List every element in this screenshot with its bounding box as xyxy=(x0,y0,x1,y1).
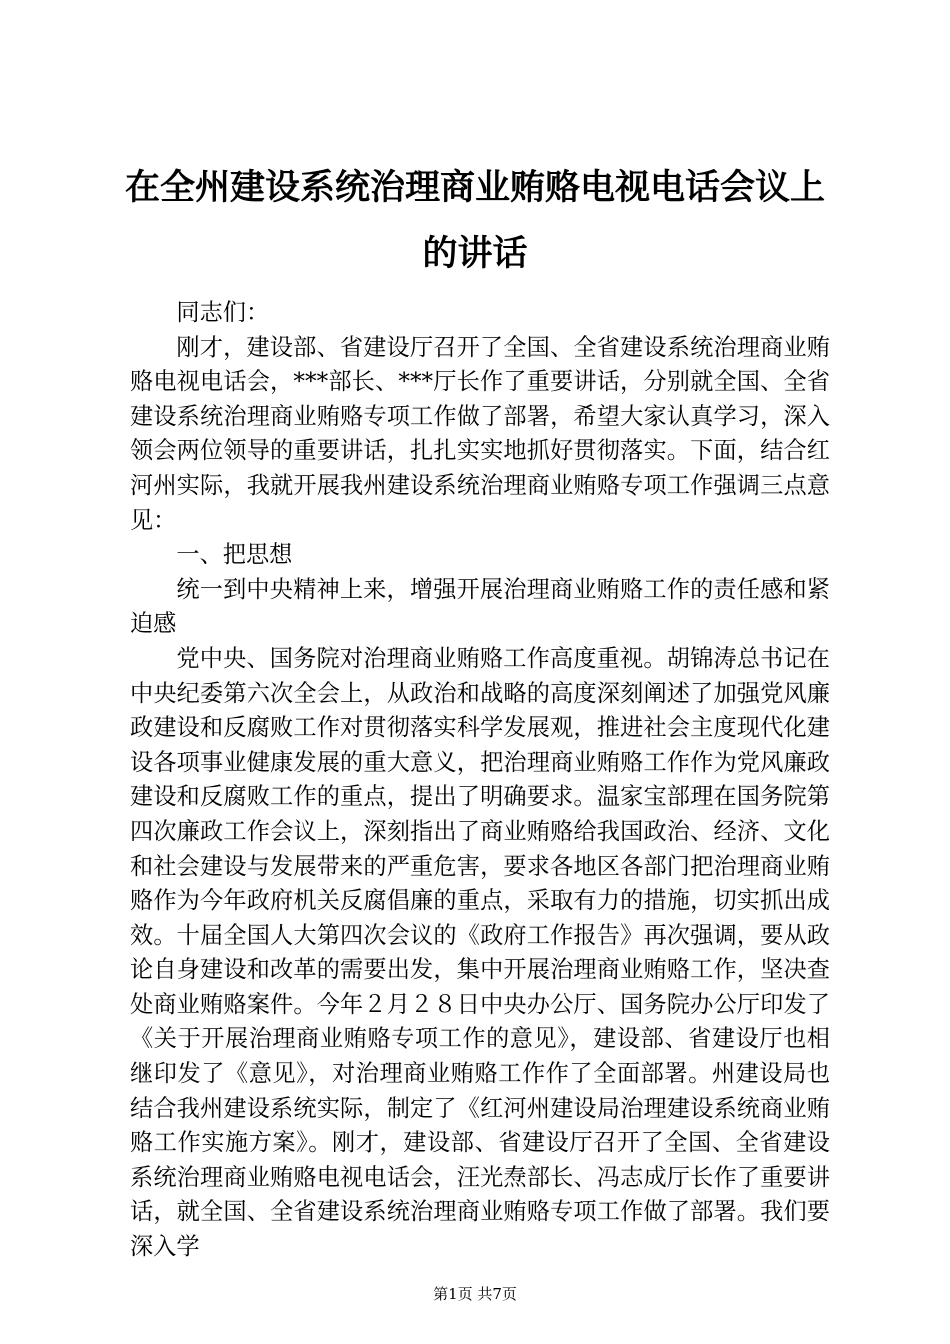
paragraph-salutation: 同志们： xyxy=(176,299,270,326)
paragraph-body: 党中央、国务院对治理商业贿赂工作高度重视。胡锦涛总书记在中央纪委第六次全会上，从政治和战略的高度深刻阐述了加强党风廉政建设和反腐败工作对贯彻落实科学发展观，推进社会主度现代化建设各项事业健康发展的重大意义，把治理商业贿赂工作作为党风廉政建设和反腐败工作的重点，提出了明确要求。温家宝部理在国务院第四次廉政工作会议上，深刻指出了商业贿赂给我国政治、经济、文化和社会建设与发展带来的严重危害，要求各地区各部门把治理商业贿赂作为今年政府机关反腐倡廉的重点，采取有力的措施，切实抓出成效。十届全国人大第四次会议的《政府工作报告》再次强调，要从政论自身建设和改革的需要出发，集中开展治理商业贿赂工作，坚决查处商业贿赂案件。今年２月２８日中央办公厅、国务院办公厅印发了《关于开展治理商业贿赂专项工作的意见》，建设部、省建设厅也相继印发了《意见》，对治理商业贿赂工作作了全面部署。州建设局也结合我州建设系统实际，制定了《红河州建设局治理建设系统商业贿赂工作实施方案》。刚才，建设部、省建设厅召开了全国、全省建设系统治理商业贿赂电视电话会，汪光焘部长、冯志成厅长作了重要讲话，就全国、全省建设系统治理商业贿赂专项工作做了部署。我们要深入学 xyxy=(130,644,830,1261)
paragraph-intro: 刚才，建设部、省建设厅召开了全国、全省建设系统治理商业贿赂电视电话会，***部长、***厅长作了重要讲话，分别就全国、全省建设系统治理商业贿赂专项工作做了部署，希望大家认真学习，深入领会两位领导的重要讲话，扎扎实实地抓好贯彻落实。下面，结合红河州实际，我就开展我州建设系统治理商业贿赂专项工作强调三点意见： xyxy=(130,333,830,534)
document-body xyxy=(130,296,830,1265)
page-number-footer: 第1页 共7页 xyxy=(433,1285,517,1303)
section-subheading-1: 统一到中央精神上来，增强开展治理商业贿赂工作的责任感和紧迫感 xyxy=(130,575,830,638)
section-heading-1: 一、把思想 xyxy=(176,541,293,569)
document-title: 在全州建设系统治理商业贿赂电视电话会议上的讲话 xyxy=(124,167,825,274)
